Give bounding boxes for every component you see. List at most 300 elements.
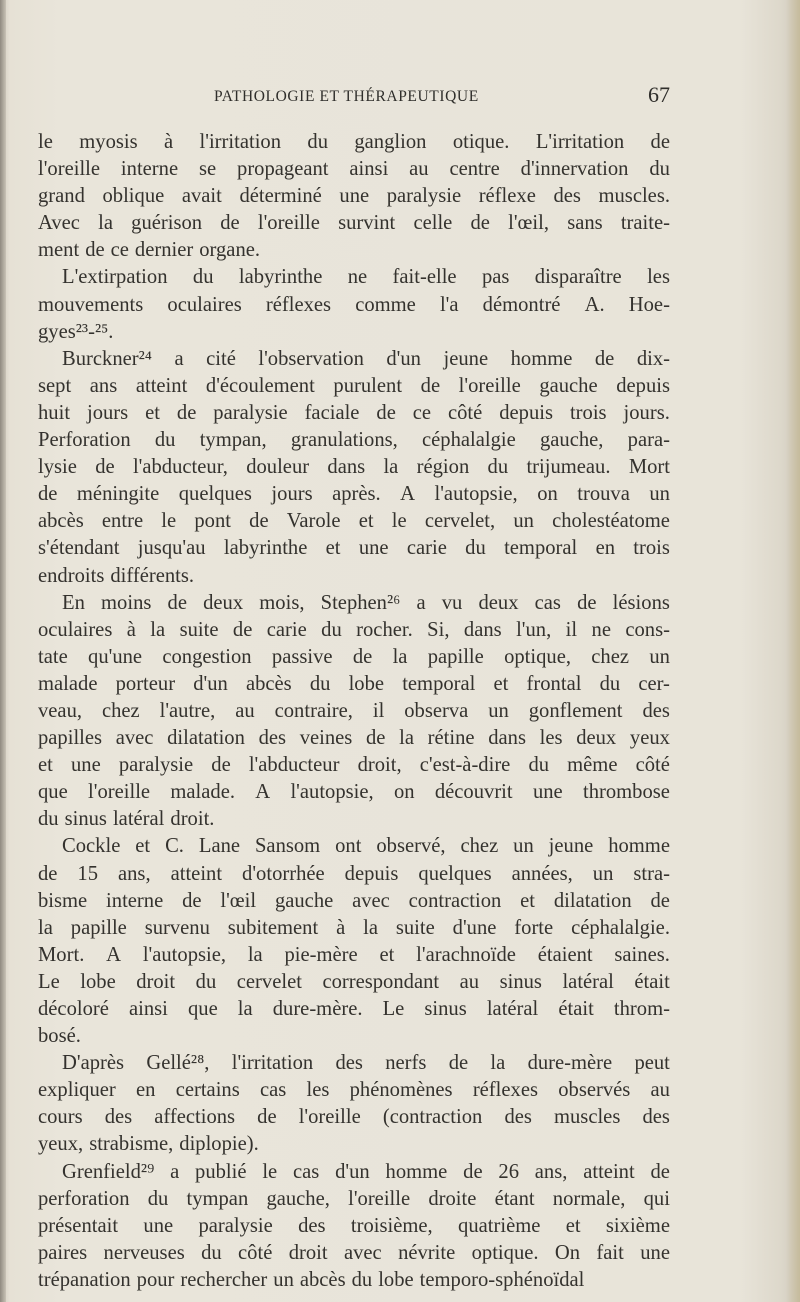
word: gauche, <box>539 429 604 452</box>
word: depuis <box>344 862 399 885</box>
word: A <box>255 781 271 804</box>
word: de <box>211 754 231 777</box>
word: l'autre, <box>159 699 216 722</box>
word: deux <box>203 591 244 614</box>
word: lysie <box>38 456 77 479</box>
word: propageant <box>237 158 329 181</box>
text-line <box>38 1050 670 1077</box>
text-line <box>38 508 670 535</box>
word: droit. <box>170 808 215 831</box>
word: tympan, <box>199 429 267 452</box>
word: purulent <box>333 374 403 397</box>
word: jours <box>86 401 129 424</box>
text-line <box>38 617 670 644</box>
word: ans, <box>118 862 151 885</box>
word: d'une <box>452 916 497 939</box>
text-line <box>38 671 670 698</box>
word: subitement <box>227 916 319 939</box>
word: paralysie <box>198 1214 273 1237</box>
word: quelques <box>418 862 492 885</box>
word: de <box>38 483 58 506</box>
word: quelques <box>178 483 252 506</box>
word: de <box>232 618 253 641</box>
word: Si, <box>427 618 450 641</box>
word: d'un <box>193 672 228 695</box>
word: cité <box>206 347 236 370</box>
word: de <box>220 212 240 235</box>
word: porteur <box>115 672 176 695</box>
word: optique, <box>504 645 571 668</box>
word: la <box>247 943 263 966</box>
text-line <box>38 915 670 942</box>
word: yeux <box>629 727 670 750</box>
word: gonflement <box>528 699 623 722</box>
word: Cockle <box>62 835 121 858</box>
word: des <box>553 185 581 208</box>
word: les <box>647 266 670 289</box>
word: C. <box>165 835 184 858</box>
text-line <box>38 1186 670 1213</box>
word: était <box>558 998 594 1020</box>
word: avait <box>181 185 222 208</box>
word: étant <box>494 1187 535 1210</box>
word: comme <box>355 293 416 316</box>
word: quatrième <box>458 1214 541 1237</box>
word: temporal <box>504 537 578 560</box>
word: temporo-sphénoïdal <box>419 1268 585 1291</box>
word: l'abducteur, <box>132 456 228 479</box>
word: latéral <box>562 970 614 993</box>
word: diplopie). <box>179 1133 259 1156</box>
word: atteint <box>135 374 188 397</box>
word: au <box>235 699 255 722</box>
word: l'abducteur <box>248 754 340 777</box>
word: d'un <box>335 1160 370 1183</box>
word: cervelet <box>236 970 302 993</box>
word: ans, <box>534 1160 568 1183</box>
word: cer- <box>638 672 670 695</box>
word: l'œil, <box>508 212 550 235</box>
word: nerfs <box>385 1052 427 1075</box>
text-line <box>38 698 670 725</box>
word: la <box>490 1052 506 1075</box>
word: étaient <box>537 943 593 966</box>
word: dure-mère. <box>272 998 363 1020</box>
word: saines. <box>614 943 670 966</box>
word: qu'une <box>88 645 143 668</box>
word: throm- <box>613 998 670 1020</box>
word: de <box>366 727 386 750</box>
word: des <box>298 1214 326 1237</box>
word: trépanation <box>38 1268 131 1291</box>
word: il <box>565 618 578 641</box>
word: faciale <box>304 401 360 424</box>
text-line <box>38 725 670 752</box>
word: s'étendant <box>38 537 120 560</box>
word: l'a <box>439 293 459 316</box>
word: une <box>640 1241 670 1264</box>
word: que <box>38 781 68 804</box>
text-line <box>38 1213 670 1240</box>
text-line <box>38 1240 670 1267</box>
word: et <box>135 835 151 858</box>
word: yeux, <box>38 1133 84 1156</box>
word: interne <box>106 889 164 912</box>
word: ne <box>347 266 368 289</box>
word: Mort <box>628 456 670 479</box>
word: dilatation <box>167 727 245 750</box>
text-line <box>38 237 670 264</box>
word: troisième, <box>350 1214 433 1237</box>
word: du <box>192 266 214 289</box>
word: présentait <box>38 1214 119 1237</box>
word: à <box>164 131 174 153</box>
word: de <box>376 401 396 424</box>
word: une <box>70 754 101 777</box>
word: ce <box>412 401 432 424</box>
word: la <box>38 916 53 939</box>
word: observé, <box>376 835 446 858</box>
word: L'irritation <box>535 131 625 153</box>
word: de <box>650 889 670 912</box>
word: labyrinthe <box>238 266 323 289</box>
word: méningite <box>76 483 160 506</box>
word: observa <box>404 699 469 722</box>
word: A <box>106 943 122 966</box>
word: d'écoulement <box>205 374 315 397</box>
text-line <box>38 156 670 183</box>
word: veines <box>299 727 353 750</box>
word: on <box>393 781 415 804</box>
word: l'œil <box>220 889 257 912</box>
word: suite <box>395 916 435 939</box>
word: un <box>273 1268 294 1291</box>
word: le <box>391 510 407 533</box>
word: que <box>187 998 218 1020</box>
word: A <box>400 483 416 506</box>
word: guérison <box>131 212 203 235</box>
word: rocher. <box>356 618 413 641</box>
word: Avec <box>38 212 80 235</box>
word: chez <box>591 645 630 668</box>
word: du <box>649 158 670 181</box>
word: perforation <box>38 1187 130 1210</box>
word: l'oreille <box>458 374 521 397</box>
text-line <box>38 319 670 346</box>
word: abcès <box>38 510 84 533</box>
word: on <box>537 483 558 506</box>
word: Stephen²⁶ <box>320 591 401 614</box>
word: l'oreille <box>298 1106 361 1129</box>
word: la <box>363 916 378 939</box>
word: l'irritation <box>231 1052 314 1075</box>
word: 15 <box>77 862 99 885</box>
word: survenu <box>144 916 210 939</box>
word: a <box>170 1160 180 1183</box>
word: certains <box>175 1079 240 1102</box>
text-line <box>38 373 670 400</box>
text-line <box>38 292 670 319</box>
word: homme <box>510 347 573 370</box>
word: et <box>493 672 509 695</box>
word: rétine <box>427 727 475 750</box>
word: une <box>358 537 389 560</box>
word: avec <box>343 1241 382 1264</box>
word: chez <box>460 835 499 858</box>
word: paires <box>38 1241 88 1264</box>
word: qui <box>643 1187 670 1210</box>
word: du <box>528 754 550 777</box>
word: le <box>38 131 53 153</box>
word: de <box>448 1052 469 1075</box>
word: lobe <box>378 1268 414 1291</box>
word: droit, <box>357 754 402 777</box>
word: correspondant <box>322 970 440 993</box>
word: cas <box>259 1079 287 1102</box>
word: cours <box>38 1106 83 1129</box>
text-line <box>38 996 670 1023</box>
word: muscles. <box>598 185 670 208</box>
word: et <box>145 401 160 424</box>
word: de <box>650 131 670 153</box>
word: Sansom <box>254 835 321 858</box>
word: de <box>463 1160 483 1183</box>
word: En <box>62 591 85 614</box>
word: les <box>539 727 563 750</box>
word: pour <box>136 1268 175 1291</box>
word: pie-mère <box>284 943 358 966</box>
word: mouvements <box>38 293 144 316</box>
word: jeune <box>443 347 489 370</box>
word: Le <box>38 970 60 993</box>
word: ans <box>89 374 118 397</box>
word: du <box>147 1187 169 1210</box>
word: deux <box>478 591 519 614</box>
word: région <box>416 456 470 479</box>
word: celle <box>413 212 453 235</box>
word: papilles <box>38 727 103 750</box>
word: en <box>136 1079 156 1102</box>
word: ont <box>335 835 362 858</box>
word: une <box>339 185 370 208</box>
word: Gellé²⁸, <box>146 1052 210 1075</box>
word: oblique <box>102 185 165 208</box>
word: stra- <box>633 862 670 885</box>
word: Burckner²⁴ <box>62 347 152 370</box>
word: droite <box>428 1187 477 1210</box>
word: et <box>358 510 374 533</box>
word: Mort. <box>38 943 85 966</box>
word: gauche <box>539 374 598 397</box>
word: pas <box>481 266 510 289</box>
word: la <box>392 645 408 668</box>
word: du <box>309 672 331 695</box>
word: observés <box>558 1079 631 1102</box>
word: de <box>470 212 490 235</box>
word: du <box>351 1268 373 1291</box>
word: Le <box>382 998 405 1020</box>
word: des <box>504 1106 532 1129</box>
word: sinus <box>499 970 542 993</box>
word: côté <box>238 1241 273 1264</box>
word: la <box>383 456 399 479</box>
text-line <box>38 535 670 562</box>
word: ce <box>110 239 129 262</box>
word: gauche, <box>266 1187 330 1210</box>
word: entre <box>101 510 144 533</box>
word: paralysie <box>118 754 194 777</box>
word: au <box>650 1079 670 1102</box>
word: On <box>554 1241 581 1264</box>
word: de <box>95 456 115 479</box>
word: il <box>372 699 385 722</box>
word: passive <box>271 645 333 668</box>
text-line <box>38 1131 670 1158</box>
word: paralysie <box>213 401 288 424</box>
word: la <box>150 618 166 641</box>
word: fait <box>596 1241 624 1264</box>
word: côté <box>447 401 483 424</box>
word: de <box>352 645 373 668</box>
word: grand <box>38 185 85 208</box>
word: l'observation <box>258 347 364 370</box>
word: et <box>565 1214 581 1237</box>
word: années, <box>511 862 573 885</box>
word: frontal <box>526 672 582 695</box>
word: forte <box>514 916 554 939</box>
word: déterminé <box>239 185 322 208</box>
word: lésions <box>612 591 670 614</box>
word: droit <box>136 970 176 993</box>
word: mois, <box>259 591 305 614</box>
word: réflexes <box>472 1079 538 1102</box>
word: abcès <box>299 1268 346 1291</box>
word: de <box>85 239 105 262</box>
word: des <box>258 727 287 750</box>
word: carie <box>266 618 307 641</box>
body-text <box>38 129 670 1294</box>
word: papille <box>70 916 127 939</box>
word: dix- <box>636 347 670 370</box>
word: L'extirpation <box>62 266 168 289</box>
word: normale, <box>552 1187 626 1210</box>
word: les <box>306 1079 330 1102</box>
word: trois <box>633 537 670 560</box>
word: jusqu'au <box>137 537 206 560</box>
word: contraction <box>408 889 502 912</box>
word: de <box>167 591 187 614</box>
text-line <box>38 888 670 915</box>
word: une <box>532 781 563 804</box>
word: chez <box>101 699 140 722</box>
word: depuis <box>616 374 670 397</box>
word: depuis <box>499 401 554 424</box>
word: peut <box>634 1052 670 1075</box>
page-gutter-shadow <box>0 0 6 1302</box>
word: l'autopsie, <box>142 943 227 966</box>
text-line <box>38 942 670 969</box>
text-line <box>38 183 670 210</box>
word: réflexes <box>265 293 332 316</box>
word: l'autopsie, <box>290 781 374 804</box>
word: dans <box>488 727 526 750</box>
word: du <box>465 537 486 560</box>
word: vu <box>441 591 463 614</box>
word: de <box>182 889 202 912</box>
word: sinus <box>64 808 107 831</box>
word: publié <box>195 1160 247 1183</box>
word: l'oreille <box>348 1187 411 1210</box>
word: cas <box>293 1160 320 1183</box>
word: et <box>325 537 341 560</box>
word: du <box>599 672 621 695</box>
word: affections <box>154 1106 236 1129</box>
page-number: 67 <box>648 82 670 107</box>
word: homme <box>608 835 670 858</box>
word: droit <box>288 1241 328 1264</box>
word: un <box>649 483 670 506</box>
word: de <box>176 401 197 424</box>
word: disparaître <box>534 266 622 289</box>
text-line <box>38 833 670 860</box>
word: malade. <box>170 781 235 804</box>
word: para- <box>627 429 670 452</box>
word: du <box>321 618 342 641</box>
word: atteint <box>170 862 223 885</box>
word: oculaires <box>38 618 113 641</box>
word: d'innervation <box>520 158 629 181</box>
word: avec <box>352 889 390 912</box>
text-line <box>38 481 670 508</box>
word: paralysie <box>386 185 462 208</box>
word: centre <box>449 158 500 181</box>
word: découvrit <box>434 781 513 804</box>
word: rechercher <box>180 1268 268 1291</box>
word: dilatation <box>553 889 632 912</box>
word: Grenfield²⁹ <box>62 1160 155 1183</box>
word: myosis <box>79 131 138 153</box>
word: Hoe- <box>628 293 670 316</box>
word: moins <box>101 591 152 614</box>
word: lobe <box>80 970 116 993</box>
text-line <box>38 644 670 671</box>
word: et <box>379 943 395 966</box>
word: à <box>336 916 346 939</box>
text-line <box>38 1104 670 1131</box>
word: A. <box>584 293 605 316</box>
word: l'autopsie, <box>434 483 518 506</box>
word: un <box>513 510 534 533</box>
word: du <box>154 429 176 452</box>
word: ainsi <box>128 998 168 1020</box>
word: côté <box>635 754 670 777</box>
word: papille <box>427 645 484 668</box>
word: 26 <box>498 1160 519 1183</box>
text-line <box>38 861 670 888</box>
text-line <box>38 129 670 156</box>
word: dernier <box>134 239 194 262</box>
word: congestion <box>162 645 252 668</box>
word: dans <box>463 618 502 641</box>
word: et <box>520 889 536 912</box>
word: l'oreille <box>38 158 101 181</box>
word: abcès <box>245 672 292 695</box>
word: de <box>257 1106 277 1129</box>
word: deux <box>576 727 617 750</box>
word: oculaires <box>167 293 242 316</box>
word: interne <box>120 158 179 181</box>
text-line <box>38 210 670 237</box>
